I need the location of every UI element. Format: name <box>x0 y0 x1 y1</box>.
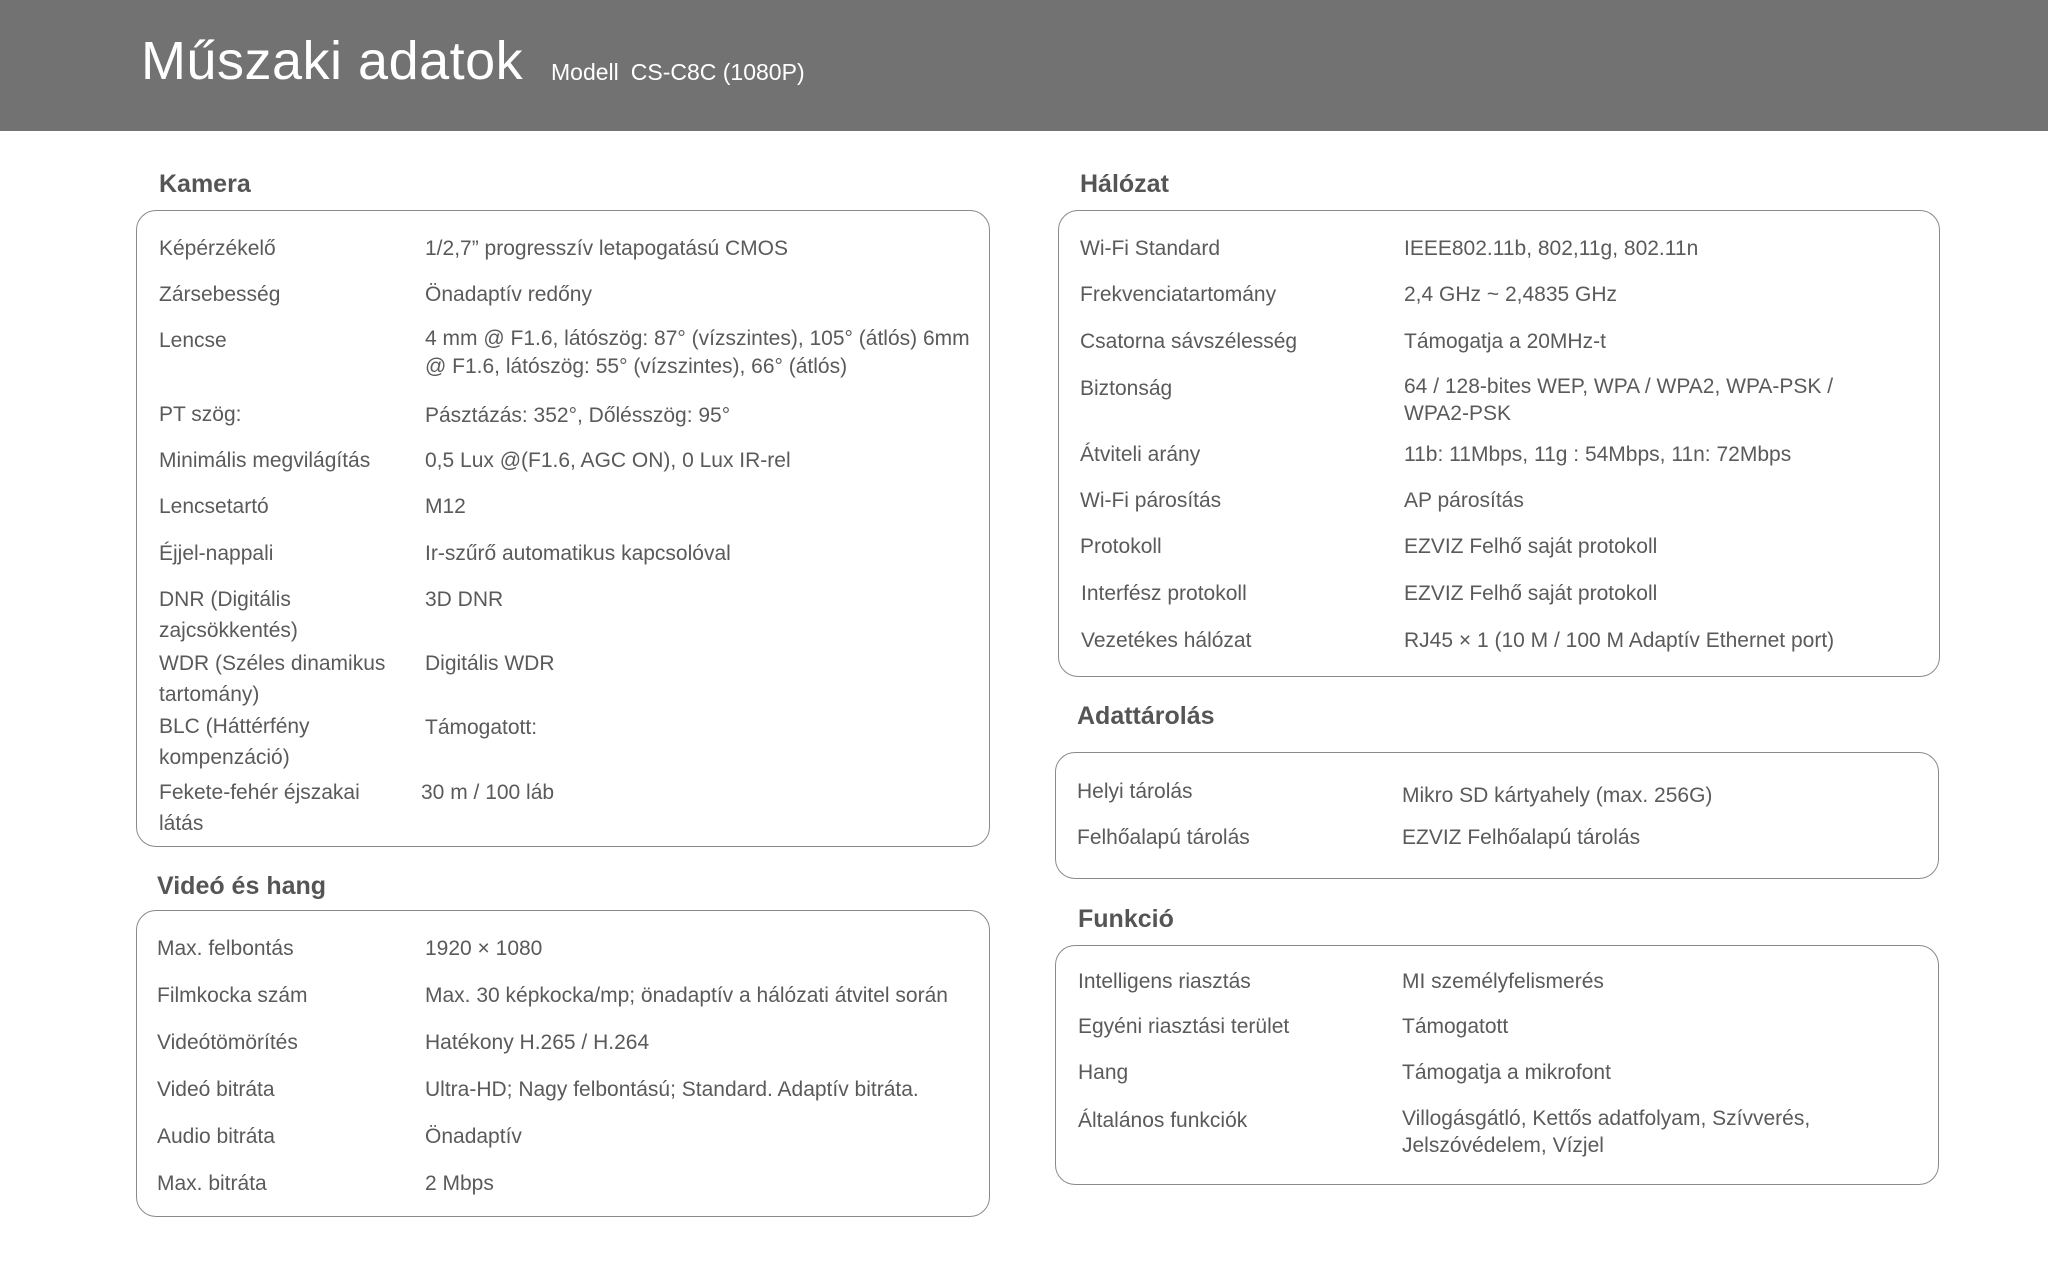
spec-value: MI személyfelismerés <box>1402 970 1604 993</box>
spec-value: 2,4 GHz ~ 2,4835 GHz <box>1404 283 1618 306</box>
spec-value: 30 m / 100 láb <box>421 781 555 804</box>
spec-value: 0,5 Lux @(F1.6, AGC ON), 0 Lux IR-rel <box>425 449 791 472</box>
spec-label: Fekete-fehér éjszakai látás <box>159 781 360 835</box>
spec-label: Vezetékes hálózat <box>1081 629 1252 652</box>
spec-value: Hatékony H.265 / H.264 <box>425 1031 650 1054</box>
section-title-function: Funkció <box>1078 905 1174 933</box>
spec-label: Csatorna sávszélesség <box>1080 330 1298 353</box>
spec-value: Támogatott: <box>425 716 538 739</box>
spec-value: Önadaptív <box>425 1125 522 1148</box>
spec-label: Wi-Fi Standard <box>1080 237 1221 260</box>
spec-value: Támogatja a 20MHz-t <box>1404 330 1606 353</box>
spec-label: Audio bitráta <box>157 1125 275 1148</box>
spec-label: DNR (Digitális zajcsökkentés) <box>159 588 298 642</box>
spec-label: Helyi tárolás <box>1077 780 1193 803</box>
spec-label: Minimális megvilágítás <box>159 449 371 472</box>
model-value: CS-C8C (1080P) <box>630 59 805 85</box>
model-label: Modell <box>551 59 619 85</box>
spec-label: Frekvenciatartomány <box>1080 283 1277 306</box>
spec-label: Intelligens riasztás <box>1078 970 1251 993</box>
spec-label: Hang <box>1078 1061 1129 1084</box>
spec-label: Képérzékelő <box>159 237 276 260</box>
spec-label: Videótömörítés <box>157 1031 298 1054</box>
spec-label: Wi-Fi párosítás <box>1080 489 1222 512</box>
spec-value: AP párosítás <box>1404 489 1524 512</box>
spec-label: Éjjel-nappali <box>159 542 274 565</box>
spec-value: EZVIZ Felhő saját protokoll <box>1404 535 1658 558</box>
spec-label: Videó bitráta <box>157 1078 275 1101</box>
spec-label: Lencsetartó <box>159 495 269 518</box>
spec-value: Max. 30 képkocka/mp; önadaptív a hálózati átvitel során <box>425 984 948 1007</box>
section-title-video: Videó és hang <box>157 872 327 900</box>
spec-value: Villogásgátló, Kettős adatfolyam, Szívverés, Jelszóvédelem, Vízjel <box>1402 1107 1811 1157</box>
spec-value: 2 Mbps <box>425 1172 494 1195</box>
spec-label: Egyéni riasztási terület <box>1078 1015 1290 1038</box>
spec-value: IEEE802.11b, 802,11g, 802.11n <box>1404 237 1699 260</box>
spec-value: Ir-szűrő automatikus kapcsolóval <box>425 542 731 565</box>
spec-value: RJ45 × 1 (10 M / 100 M Adaptív Ethernet port) <box>1404 629 1835 652</box>
spec-label: Max. bitráta <box>157 1172 267 1195</box>
spec-value: 1920 × 1080 <box>425 937 543 960</box>
spec-label: WDR (Széles dinamikus tartomány) <box>159 652 386 706</box>
spec-label: Protokoll <box>1080 535 1162 558</box>
spec-value: EZVIZ Felhőalapú tárolás <box>1402 826 1641 849</box>
spec-value: 3D DNR <box>425 588 504 611</box>
spec-value: M12 <box>425 495 466 518</box>
section-title-network: Hálózat <box>1080 170 1169 198</box>
spec-label: Filmkocka szám <box>157 984 308 1007</box>
page-title: Műszaki adatok <box>141 31 524 91</box>
spec-label: Zársebesség <box>159 283 281 306</box>
spec-value: Ultra-HD; Nagy felbontású; Standard. Adaptív bitráta. <box>425 1078 919 1101</box>
spec-value: EZVIZ Felhő saját protokoll <box>1404 582 1658 605</box>
storage-panel <box>1055 752 1939 879</box>
spec-value: 1/2,7” progresszív letapogatású CMOS <box>425 237 789 260</box>
spec-value: Pásztázás: 352°, Dőlésszög: 95° <box>425 404 731 427</box>
section-title-storage: Adattárolás <box>1077 702 1215 730</box>
section-title-camera: Kamera <box>159 170 251 198</box>
spec-value: Digitális WDR <box>425 652 555 675</box>
spec-value: 11b: 11Mbps, 11g : 54Mbps, 11n: 72Mbps <box>1404 443 1792 466</box>
spec-value: Mikro SD kártyahely (max. 256G) <box>1402 784 1713 807</box>
spec-label: Interfész protokoll <box>1081 582 1247 605</box>
spec-value: 4 mm @ F1.6, látószög: 87° (vízszintes), 105° (átlós) 6mm @ F1.6, látószög: 55° (vízszintes), 66° (átlós) <box>425 327 970 378</box>
spec-label: Általános funkciók <box>1078 1109 1248 1132</box>
spec-label: PT szög: <box>159 403 242 426</box>
spec-label: Biztonság <box>1080 377 1173 400</box>
spec-value: 64 / 128-bites WEP, WPA / WPA2, WPA-PSK / WPA2-PSK <box>1404 375 1834 425</box>
spec-label: Lencse <box>159 329 227 352</box>
model-info <box>551 59 805 86</box>
header-bar <box>0 0 2048 131</box>
spec-label: Felhőalapú tárolás <box>1077 826 1250 849</box>
spec-value: Önadaptív redőny <box>425 283 592 306</box>
spec-label: Átviteli arány <box>1080 443 1201 466</box>
spec-label: BLC (Háttérfény kompenzáció) <box>159 715 310 769</box>
spec-value: Támogatott <box>1402 1015 1509 1038</box>
spec-value: Támogatja a mikrofont <box>1402 1061 1611 1084</box>
spec-label: Max. felbontás <box>157 937 294 960</box>
